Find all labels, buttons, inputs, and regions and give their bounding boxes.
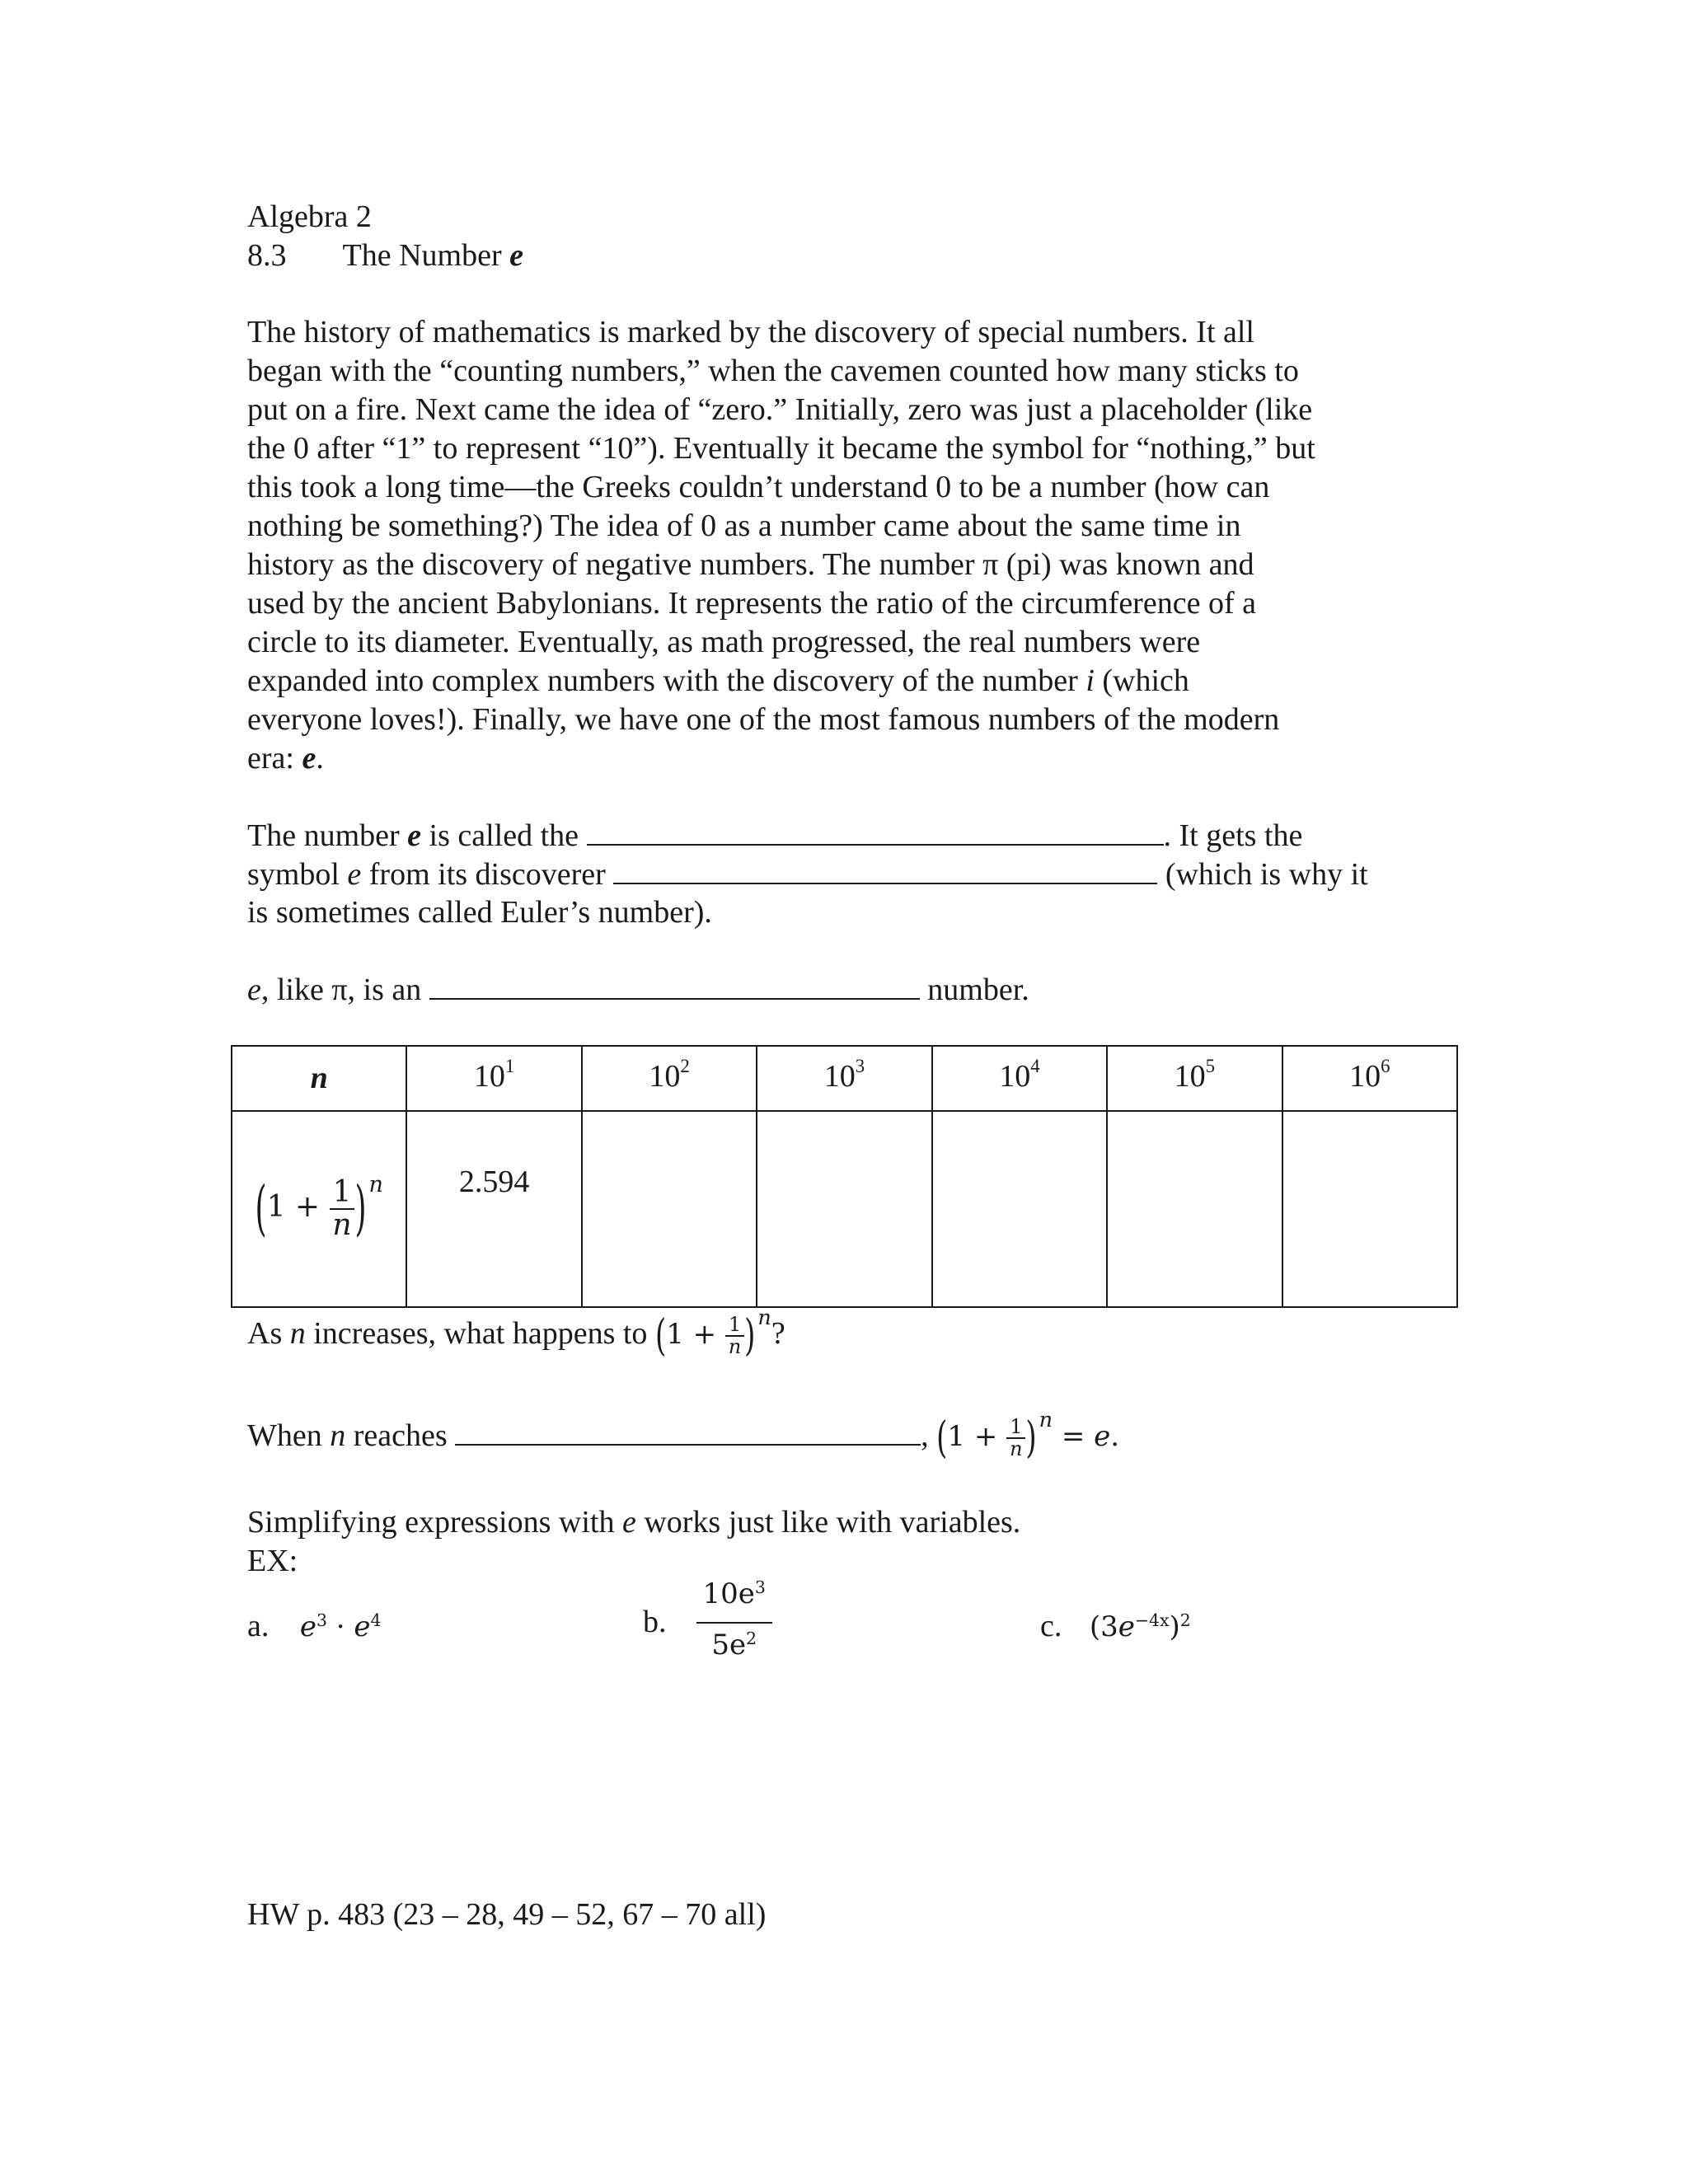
worksheet-header [247, 198, 523, 275]
homework-assignment: HW p. 483 (23 – 28, 49 – 52, 67 – 70 all) [247, 1897, 767, 1932]
answer-blank-irrational[interactable] [429, 970, 920, 1000]
section-title-text: The Number [342, 238, 510, 273]
value-table [231, 1045, 1458, 1308]
answer-blank-name[interactable] [587, 816, 1164, 846]
when-n-reaches: When n reaches , (1 + $\frac{1}{n}$ ) $^n$ = e. [247, 1408, 1120, 1464]
table-header-cell: $10^6$ [1282, 1046, 1457, 1111]
intro-line: nothing be something?) The idea of 0 as a number came about the same time in [247, 509, 1241, 543]
irrational-question: e, like π, is an number. [247, 970, 1029, 1010]
example-a: a. $e^3 \cdot e^4$ [247, 1609, 382, 1643]
table-value-cell[interactable] [757, 1111, 931, 1307]
table-header-cell: $10^5$ [1107, 1046, 1282, 1111]
intro-line: circle to its diameter. Eventually, as math progressed, the real numbers were [247, 625, 1201, 659]
course-title: Algebra 2 [247, 199, 372, 234]
fill-in-line: The number e is called the . It gets the [247, 816, 1451, 855]
intro-line: used by the ancient Babylonians. It represents the ratio of the circumference of a [247, 586, 1256, 621]
table-header-n: n [232, 1046, 406, 1111]
table-value-cell[interactable] [932, 1111, 1107, 1307]
intro-paragraph [247, 313, 1315, 778]
example-label: EX: [247, 1544, 298, 1578]
fill-in-line: is sometimes called Euler’s number). [247, 895, 712, 930]
table-value-cell[interactable] [1282, 1111, 1457, 1307]
table-value-cell[interactable]: 2.594 [406, 1111, 581, 1307]
table-header-cell: $10^4$ [932, 1046, 1107, 1111]
simplify-section: Simplifying expressions with e works just like with variables. EX: [247, 1503, 1020, 1581]
intro-line: began with the “counting numbers,” when the cavemen counted how many sticks to [247, 354, 1299, 388]
section-title-variable: e [509, 238, 523, 273]
table-header-cell: $10^1$ [406, 1046, 581, 1111]
table-value-cell[interactable] [582, 1111, 757, 1307]
answer-blank-limit[interactable] [455, 1416, 921, 1446]
example-c: c. $(3e^{-4x})^2$ [1040, 1609, 1191, 1643]
intro-line: expanded into complex numbers with the discovery of the number i (which [247, 663, 1189, 698]
example-b: b. $\frac{10e^3}{5e^2}$ [643, 1574, 772, 1670]
limit-question: As n increases, what happens to (1 + $\frac{1}{n}$ ) $^n$? [247, 1305, 785, 1361]
table-expression-cell [232, 1111, 406, 1307]
section-title [247, 237, 523, 275]
fill-in-line: symbol e from its discoverer (which is why it [247, 855, 1451, 893]
table-header-cell: $10^2$ [582, 1046, 757, 1111]
table-value-cell[interactable] [1107, 1111, 1282, 1307]
intro-line: put on a fire. Next came the idea of “zero.” Initially, zero was just a placeholder (like [247, 392, 1313, 427]
fill-in-section [247, 816, 1451, 932]
intro-line: this took a long time—the Greeks couldn’t understand 0 to be a number (how can [247, 470, 1270, 504]
table-row [232, 1111, 1457, 1307]
intro-line: history as the discovery of negative numbers. The number π (pi) was known and [247, 547, 1254, 582]
answer-blank-discoverer[interactable] [613, 855, 1157, 884]
intro-line: everyone loves!). Finally, we have one of the most famous numbers of the modern [247, 702, 1280, 737]
limit-expression: (1 + $\frac{1}{n}$ ) $^n$ [255, 1172, 383, 1243]
intro-line: era: e. [247, 741, 324, 776]
intro-line: The history of mathematics is marked by the discovery of special numbers. It all [247, 315, 1254, 349]
table-header-row [232, 1046, 1457, 1111]
table-header-cell: $10^3$ [757, 1046, 931, 1111]
section-number: 8.3 [247, 238, 287, 273]
intro-line: the 0 after “1” to represent “10”). Eventually it became the symbol for “nothing,” but [247, 431, 1315, 466]
